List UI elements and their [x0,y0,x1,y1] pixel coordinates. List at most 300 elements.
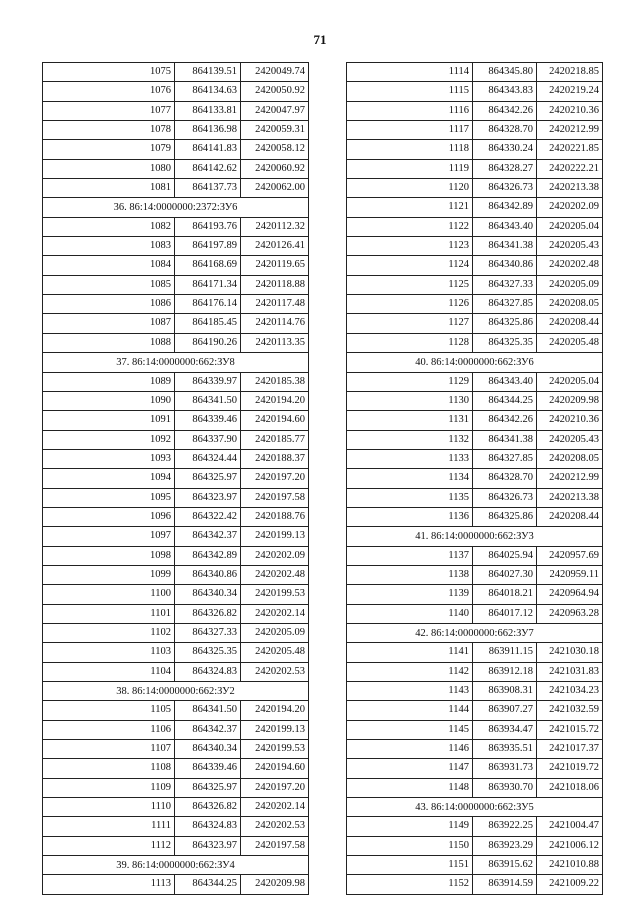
table-row [347,817,603,836]
y-coordinate: 2420212.99 [537,469,603,487]
x-coordinate: 864025.94 [473,547,537,565]
table-row [347,121,603,140]
table-row [43,314,309,333]
y-coordinate: 2420202.09 [537,198,603,216]
x-coordinate: 864142.62 [175,160,241,178]
point-number: 1114 [347,63,473,81]
table-row [43,63,309,82]
x-coordinate: 863935.51 [473,740,537,758]
point-number: 1113 [43,875,175,893]
point-number: 1126 [347,295,473,313]
table-row [347,102,603,121]
table-row [43,643,309,662]
point-number: 1127 [347,314,473,332]
point-number: 1144 [347,701,473,719]
point-number: 1097 [43,527,175,545]
point-number: 1132 [347,431,473,449]
point-number: 1119 [347,160,473,178]
table-row [347,431,603,450]
y-coordinate: 2420205.43 [537,237,603,255]
x-coordinate: 864342.89 [175,547,241,565]
y-coordinate: 2420202.14 [241,798,309,816]
point-number: 1147 [347,759,473,777]
x-coordinate: 864339.46 [175,759,241,777]
table-row [43,798,309,817]
y-coordinate: 2420205.43 [537,431,603,449]
x-coordinate: 864323.97 [175,837,241,855]
y-coordinate: 2420208.44 [537,314,603,332]
point-number: 1125 [347,276,473,294]
table-row [43,431,309,450]
table-row [43,218,309,237]
point-number: 1105 [43,701,175,719]
y-coordinate: 2420963.28 [537,605,603,623]
x-coordinate: 864344.25 [175,875,241,893]
table-row [347,198,603,217]
point-number: 1152 [347,875,473,893]
y-coordinate: 2420199.13 [241,721,309,739]
table-row [347,256,603,275]
point-number: 1138 [347,566,473,584]
point-number: 1101 [43,605,175,623]
x-coordinate: 864327.85 [473,295,537,313]
table-row [43,508,309,527]
table-row [347,82,603,101]
y-coordinate: 2420059.31 [241,121,309,139]
x-coordinate: 864324.83 [175,817,241,835]
x-coordinate: 863908.31 [473,682,537,700]
x-coordinate: 864325.86 [473,508,537,526]
point-number: 1075 [43,63,175,81]
x-coordinate: 864190.26 [175,334,241,352]
parcel-header: 39. 86:14:0000000:662:ЗУ4 [43,856,309,875]
table-row [43,411,309,430]
y-coordinate: 2421019.72 [537,759,603,777]
point-number: 1103 [43,643,175,661]
point-number: 1090 [43,392,175,410]
table-row [43,740,309,759]
y-coordinate: 2420209.98 [537,392,603,410]
point-number: 1130 [347,392,473,410]
x-coordinate: 863911.15 [473,643,537,661]
x-coordinate: 864168.69 [175,256,241,274]
x-coordinate: 864323.97 [175,489,241,507]
y-coordinate: 2420205.48 [241,643,309,661]
table-row [43,82,309,101]
x-coordinate: 864328.27 [473,160,537,178]
y-coordinate: 2421004.47 [537,817,603,835]
table-row [347,276,603,295]
x-coordinate: 864342.37 [175,527,241,545]
x-coordinate: 864017.12 [473,605,537,623]
y-coordinate: 2420210.36 [537,102,603,120]
table-row [43,160,309,179]
x-coordinate: 864340.34 [175,585,241,603]
point-number: 1120 [347,179,473,197]
parcel-header: 40. 86:14:0000000:662:ЗУ6 [347,353,603,372]
y-coordinate: 2420199.53 [241,585,309,603]
x-coordinate: 864139.51 [175,63,241,81]
x-coordinate: 863912.18 [473,663,537,681]
table-row [347,469,603,488]
x-coordinate: 864342.37 [175,721,241,739]
table-row [347,179,603,198]
point-number: 1079 [43,140,175,158]
table-row [43,527,309,546]
point-number: 1089 [43,373,175,391]
y-coordinate: 2420213.38 [537,179,603,197]
point-number: 1086 [43,295,175,313]
table-row [347,392,603,411]
x-coordinate: 864027.30 [473,566,537,584]
x-coordinate: 864327.33 [175,624,241,642]
x-coordinate: 864137.73 [175,179,241,197]
y-coordinate: 2420213.38 [537,489,603,507]
point-number: 1134 [347,469,473,487]
point-number: 1146 [347,740,473,758]
y-coordinate: 2421032.59 [537,701,603,719]
table-row [347,450,603,469]
table-row [347,160,603,179]
page-number: 71 [313,32,327,47]
point-number: 1128 [347,334,473,352]
x-coordinate: 864344.25 [473,392,537,410]
point-number: 1096 [43,508,175,526]
point-number: 1129 [347,373,473,391]
table-row [43,295,309,314]
table-row [43,276,309,295]
table-row [347,643,603,662]
table-row [347,566,603,585]
x-coordinate: 864330.24 [473,140,537,158]
x-coordinate: 864327.33 [473,276,537,294]
point-number: 1115 [347,82,473,100]
parcel-header: 41. 86:14:0000000:662:ЗУ3 [347,527,603,546]
y-coordinate: 2420202.53 [241,817,309,835]
x-coordinate: 864342.89 [473,198,537,216]
x-coordinate: 864328.70 [473,469,537,487]
x-coordinate: 864337.90 [175,431,241,449]
point-number: 1099 [43,566,175,584]
x-coordinate: 864339.97 [175,373,241,391]
y-coordinate: 2420199.53 [241,740,309,758]
y-coordinate: 2420202.14 [241,605,309,623]
table-row [43,121,309,140]
x-coordinate: 864340.86 [175,566,241,584]
x-coordinate: 864136.98 [175,121,241,139]
table-row [43,837,309,856]
table-row [43,566,309,585]
y-coordinate: 2420205.09 [241,624,309,642]
table-row [347,837,603,856]
y-coordinate: 2420210.36 [537,411,603,429]
table-row [347,295,603,314]
x-coordinate: 864325.86 [473,314,537,332]
point-number: 1111 [43,817,175,835]
y-coordinate: 2420208.05 [537,295,603,313]
x-coordinate: 863934.47 [473,721,537,739]
parcel-header: 42. 86:14:0000000:662:ЗУ7 [347,624,603,643]
x-coordinate: 864197.89 [175,237,241,255]
x-coordinate: 864326.73 [473,179,537,197]
x-coordinate: 864326.82 [175,798,241,816]
table-row [43,373,309,392]
x-coordinate: 864341.38 [473,237,537,255]
y-coordinate: 2420119.65 [241,256,309,274]
point-number: 1117 [347,121,473,139]
point-number: 1150 [347,837,473,855]
point-number: 1148 [347,779,473,797]
point-number: 1084 [43,256,175,274]
y-coordinate: 2421031.83 [537,663,603,681]
point-number: 1082 [43,218,175,236]
x-coordinate: 863931.73 [473,759,537,777]
y-coordinate: 2421034.23 [537,682,603,700]
point-number: 1076 [43,82,175,100]
y-coordinate: 2420058.12 [241,140,309,158]
point-number: 1112 [43,837,175,855]
point-number: 1094 [43,469,175,487]
table-row [43,489,309,508]
y-coordinate: 2420197.58 [241,489,309,507]
y-coordinate: 2420221.85 [537,140,603,158]
x-coordinate: 864326.73 [473,489,537,507]
y-coordinate: 2420112.32 [241,218,309,236]
point-number: 1151 [347,856,473,874]
table-row [43,450,309,469]
point-number: 1140 [347,605,473,623]
table-row [43,256,309,275]
x-coordinate: 864343.40 [473,218,537,236]
point-number: 1095 [43,489,175,507]
x-coordinate: 864324.83 [175,663,241,681]
y-coordinate: 2420197.20 [241,779,309,797]
y-coordinate: 2421017.37 [537,740,603,758]
y-coordinate: 2420197.58 [241,837,309,855]
x-coordinate: 864141.83 [175,140,241,158]
point-number: 1136 [347,508,473,526]
table-row [347,721,603,740]
point-number: 1092 [43,431,175,449]
y-coordinate: 2420212.99 [537,121,603,139]
table-row [43,547,309,566]
point-number: 1083 [43,237,175,255]
y-coordinate: 2420126.41 [241,237,309,255]
point-number: 1102 [43,624,175,642]
y-coordinate: 2420062.00 [241,179,309,197]
x-coordinate: 864325.97 [175,779,241,797]
table-row [43,817,309,836]
table-row [347,856,603,875]
coordinates-table-left [42,62,309,895]
x-coordinate: 864343.40 [473,373,537,391]
point-number: 1085 [43,276,175,294]
table-row [347,682,603,701]
y-coordinate: 2420117.48 [241,295,309,313]
x-coordinate: 864134.63 [175,82,241,100]
point-number: 1109 [43,779,175,797]
y-coordinate: 2420194.20 [241,701,309,719]
table-row [347,334,603,353]
table-row [43,334,309,353]
x-coordinate: 863922.25 [473,817,537,835]
y-coordinate: 2420199.13 [241,527,309,545]
y-coordinate: 2420194.20 [241,392,309,410]
point-number: 1107 [43,740,175,758]
table-row [347,663,603,682]
table-row [43,179,309,198]
x-coordinate: 864328.70 [473,121,537,139]
x-coordinate: 863914.59 [473,875,537,893]
table-row [43,701,309,720]
y-coordinate: 2420202.09 [241,547,309,565]
x-coordinate: 864340.86 [473,256,537,274]
table-row [347,875,603,894]
table-row [347,547,603,566]
table-row [347,605,603,624]
y-coordinate: 2420205.09 [537,276,603,294]
x-coordinate: 864133.81 [175,102,241,120]
point-number: 1108 [43,759,175,777]
point-number: 1133 [347,450,473,468]
table-row [43,875,309,894]
table-row [347,237,603,256]
x-coordinate: 864324.44 [175,450,241,468]
point-number: 1121 [347,198,473,216]
y-coordinate: 2421018.06 [537,779,603,797]
point-number: 1106 [43,721,175,739]
table-row [347,740,603,759]
y-coordinate: 2420202.53 [241,663,309,681]
table-row [43,663,309,682]
y-coordinate: 2420185.38 [241,373,309,391]
x-coordinate: 864342.26 [473,411,537,429]
y-coordinate: 2420114.76 [241,314,309,332]
point-number: 1141 [347,643,473,661]
table-row [43,585,309,604]
y-coordinate: 2420188.37 [241,450,309,468]
point-number: 1122 [347,218,473,236]
x-coordinate: 863915.62 [473,856,537,874]
y-coordinate: 2420964.94 [537,585,603,603]
x-coordinate: 864345.80 [473,63,537,81]
point-number: 1131 [347,411,473,429]
table-row [43,392,309,411]
point-number: 1088 [43,334,175,352]
point-number: 1149 [347,817,473,835]
parcel-header: 36. 86:14:0000000:2372:ЗУ6 [43,198,309,217]
table-row [43,759,309,778]
table-row [43,779,309,798]
y-coordinate: 2420218.85 [537,63,603,81]
table-row [43,624,309,643]
x-coordinate: 864339.46 [175,411,241,429]
x-coordinate: 864325.35 [175,643,241,661]
table-row [347,779,603,798]
point-number: 1091 [43,411,175,429]
point-number: 1143 [347,682,473,700]
y-coordinate: 2420209.98 [241,875,309,893]
point-number: 1104 [43,663,175,681]
y-coordinate: 2420194.60 [241,759,309,777]
point-number: 1145 [347,721,473,739]
y-coordinate: 2420050.92 [241,82,309,100]
x-coordinate: 863923.29 [473,837,537,855]
point-number: 1080 [43,160,175,178]
y-coordinate: 2420959.11 [537,566,603,584]
y-coordinate: 2420047.97 [241,102,309,120]
y-coordinate: 2420205.48 [537,334,603,352]
x-coordinate: 864342.26 [473,102,537,120]
y-coordinate: 2420957.69 [537,547,603,565]
x-coordinate: 864193.76 [175,218,241,236]
point-number: 1137 [347,547,473,565]
x-coordinate: 864343.83 [473,82,537,100]
table-row [43,140,309,159]
y-coordinate: 2421015.72 [537,721,603,739]
y-coordinate: 2420188.76 [241,508,309,526]
y-coordinate: 2420202.48 [241,566,309,584]
x-coordinate: 864341.50 [175,392,241,410]
y-coordinate: 2420219.24 [537,82,603,100]
x-coordinate: 864327.85 [473,450,537,468]
point-number: 1093 [43,450,175,468]
table-row [43,721,309,740]
x-coordinate: 864341.50 [175,701,241,719]
point-number: 1087 [43,314,175,332]
table-row [347,585,603,604]
table-row [43,605,309,624]
x-coordinate: 864176.14 [175,295,241,313]
point-number: 1098 [43,547,175,565]
x-coordinate: 863907.27 [473,701,537,719]
x-coordinate: 864185.45 [175,314,241,332]
point-number: 1078 [43,121,175,139]
y-coordinate: 2421030.18 [537,643,603,661]
table-row [347,218,603,237]
point-number: 1123 [347,237,473,255]
y-coordinate: 2420208.05 [537,450,603,468]
y-coordinate: 2421009.22 [537,875,603,893]
y-coordinate: 2420205.04 [537,373,603,391]
point-number: 1139 [347,585,473,603]
table-row [347,508,603,527]
coordinates-table-right [346,62,603,895]
table-row [347,759,603,778]
table-row [347,411,603,430]
x-coordinate: 864171.34 [175,276,241,294]
x-coordinate: 864326.82 [175,605,241,623]
y-coordinate: 2420194.60 [241,411,309,429]
point-number: 1118 [347,140,473,158]
x-coordinate: 864322.42 [175,508,241,526]
point-number: 1124 [347,256,473,274]
y-coordinate: 2420118.88 [241,276,309,294]
y-coordinate: 2420185.77 [241,431,309,449]
parcel-header: 43. 86:14:0000000:662:ЗУ5 [347,798,603,817]
y-coordinate: 2421006.12 [537,837,603,855]
table-row [347,701,603,720]
point-number: 1110 [43,798,175,816]
point-number: 1081 [43,179,175,197]
table-row [43,469,309,488]
y-coordinate: 2420049.74 [241,63,309,81]
y-coordinate: 2420202.48 [537,256,603,274]
x-coordinate: 864325.97 [175,469,241,487]
y-coordinate: 2420205.04 [537,218,603,236]
point-number: 1100 [43,585,175,603]
y-coordinate: 2420208.44 [537,508,603,526]
